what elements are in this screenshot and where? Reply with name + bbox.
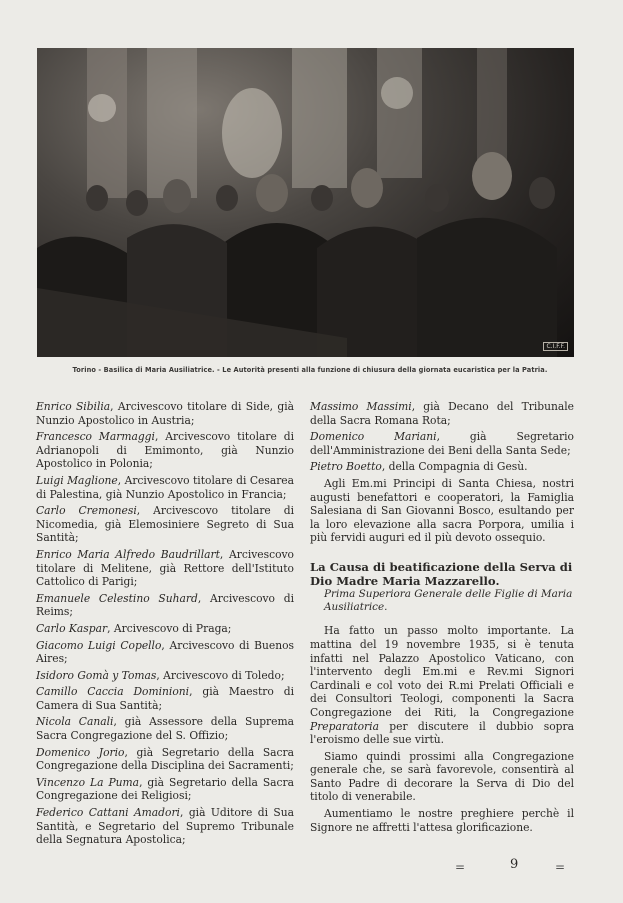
cardinal-title: , già Segretario dell'Amministrazione dei Beni della Santa Sede;: [310, 430, 574, 457]
cardinal-entry: [36, 639, 294, 666]
cardinal-entry: [36, 474, 294, 501]
photo-caption: Torino - Basilica di Maria Ausiliatrice. - Le Autorità presenti alla funzione di chiusura della giornata eucaristica per la Patria.: [72, 366, 548, 374]
cardinal-name: Domenico Jorio: [36, 745, 125, 759]
cardinal-name: Enrico Maria Alfredo Baudrillart: [36, 547, 220, 561]
cardinal-entry: [36, 685, 294, 712]
cardinal-name: Carlo Kaspar: [36, 621, 108, 635]
cardinal-name: Federico Cattani Amadori: [36, 806, 180, 820]
cardinal-name: Luigi Maglione: [36, 473, 118, 487]
cardinal-name: Massimo Massimi: [310, 400, 412, 413]
cardinal-title: , Arcivescovo titolare di Nicomedia, già Elemosiniere Segreto di Sua Santità;: [36, 504, 294, 545]
cardinal-name: Isidoro Gomà y Tomas: [36, 668, 157, 682]
cardinal-name: Enrico Sibilia: [36, 400, 111, 413]
section-paragraph-3: Aumentiamo le nostre preghiere perchè il Signore ne affretti l'attesa glorificazione.: [310, 807, 574, 834]
cardinal-name: Carlo Cremonesi: [36, 504, 137, 518]
cardinal-entry: [36, 715, 294, 742]
page-number: 9: [510, 857, 519, 872]
section-heading: La Causa di beatificazione della Serva di Dio Madre Maria Mazzarello.: [310, 559, 573, 589]
cardinal-title: , già Uditore di Sua Santità, e Segretario del Supremo Tribunale della Segnatura Apostolica;: [36, 806, 295, 847]
section-subheading: Prima Superiora Generale delle Figlie di Maria Ausiliatrice.: [324, 588, 573, 614]
cardinal-entry: [310, 460, 574, 474]
cardinal-entry: [310, 430, 574, 457]
footer-ornament-left: =: [455, 860, 466, 874]
cardinal-title: , Arcivescovo titolare di Side, già Nunzio Apostolico in Austria;: [36, 400, 294, 427]
cardinal-title: , già Decano del Tribunale della Sacra Romana Rota;: [310, 400, 574, 427]
cardinal-title: , già Assessore della Suprema Sacra Congregazione del S. Offizio;: [36, 715, 294, 743]
photo-credit: C.I.F.F.: [543, 342, 568, 351]
cardinal-title: , già Segretario della Sacra Congregazione dei Religiosi;: [36, 775, 295, 803]
cardinal-title: , della Compagnia di Gesù.: [381, 460, 528, 474]
cardinal-entry: [36, 622, 294, 636]
cardinal-title: , Arcivescovo titolare di Cesarea di Palestina, già Nunzio Apostolico in Francia;: [36, 473, 294, 501]
cardinal-name: Francesco Marmaggi: [36, 430, 155, 444]
cardinal-entry: [36, 746, 294, 773]
cardinal-entry: [310, 400, 574, 427]
cardinal-entry: [36, 504, 294, 545]
cardinal-name: Nicola Canali: [36, 715, 114, 729]
cardinal-title: , Arcivescovo di Toledo;: [156, 668, 285, 682]
dedication-paragraph: Agli Em.mi Principi di Santa Chiesa, nostri augusti benefattori e cooperatori, la Famiglia Salesiana di San Giovanni Bosco, esultando per la loro elevazione alla sacra Porpora, umilia i più fervidi auguri ed il più devoto ossequio.: [310, 476, 574, 545]
cardinal-name: Emanuele Celestino Suhard: [36, 591, 198, 605]
cardinal-title: , già Maestro di Camera di Sua Santità;: [36, 685, 294, 712]
photo-illustration: [37, 48, 574, 357]
section-paragraph-1: Ha fatto un passo molto importante. La mattina del 19 novembre 1935, si è tenuta infatti nel Palazzo Apostolico Vaticano, con l'intervento degli Em.mi e Rev.mi Signori Cardinali e col voto dei R.mi Prelati Officiali e dei Consultori Teologi, componenti la Sacra Congregazione dei Riti, la Congregazione Preparatoria per discutere il dubbio sopra l'eroismo delle sue virtù.: [310, 624, 574, 747]
cardinal-entry: [36, 400, 294, 427]
cardinal-entry: [36, 592, 294, 619]
cardinal-entry: [36, 548, 294, 589]
cardinal-entry: [36, 430, 294, 471]
cardinal-title: , Arcivescovo di Reims;: [36, 591, 294, 619]
cardinal-title: , Arcivescovo titolare di Melitene, già Rettore dell'Istituto Cattolico di Parigi;: [36, 547, 294, 589]
cardinal-entry: [36, 806, 294, 847]
left-column: [36, 400, 294, 850]
cardinal-name: Giacomo Luigi Copello: [36, 638, 162, 652]
section-paragraph-2: Siamo quindi prossimi alla Congregazione generale che, se sarà favorevole, consentirà al Santo Padre di decorare la Serva di Dio del titolo di venerabile.: [310, 749, 574, 804]
page-footer: [455, 854, 575, 876]
cardinal-entry: [36, 776, 294, 803]
footer-ornament-right: =: [555, 860, 566, 874]
basilica-photo: [37, 48, 574, 357]
cardinal-name: Vincenzo La Puma: [36, 775, 140, 789]
cardinal-title: , già Segretario della Sacra Congregazione della Disciplina dei Sacramenti;: [36, 745, 294, 773]
cardinal-entry: [36, 669, 294, 683]
cardinal-title: , Arcivescovo di Praga;: [107, 621, 232, 635]
right-column: [310, 400, 574, 837]
cardinal-name: Camillo Caccia Dominioni: [36, 685, 190, 699]
cardinal-title: , Arcivescovo di Buenos Aires;: [36, 638, 294, 666]
cardinal-name: Domenico Mariani: [310, 430, 437, 444]
cardinal-name: Pietro Boetto: [310, 460, 382, 474]
cardinal-title: , Arcivescovo titolare di Adrianopoli di Emimonto, già Nunzio Apostolico in Polonia;: [36, 430, 294, 471]
